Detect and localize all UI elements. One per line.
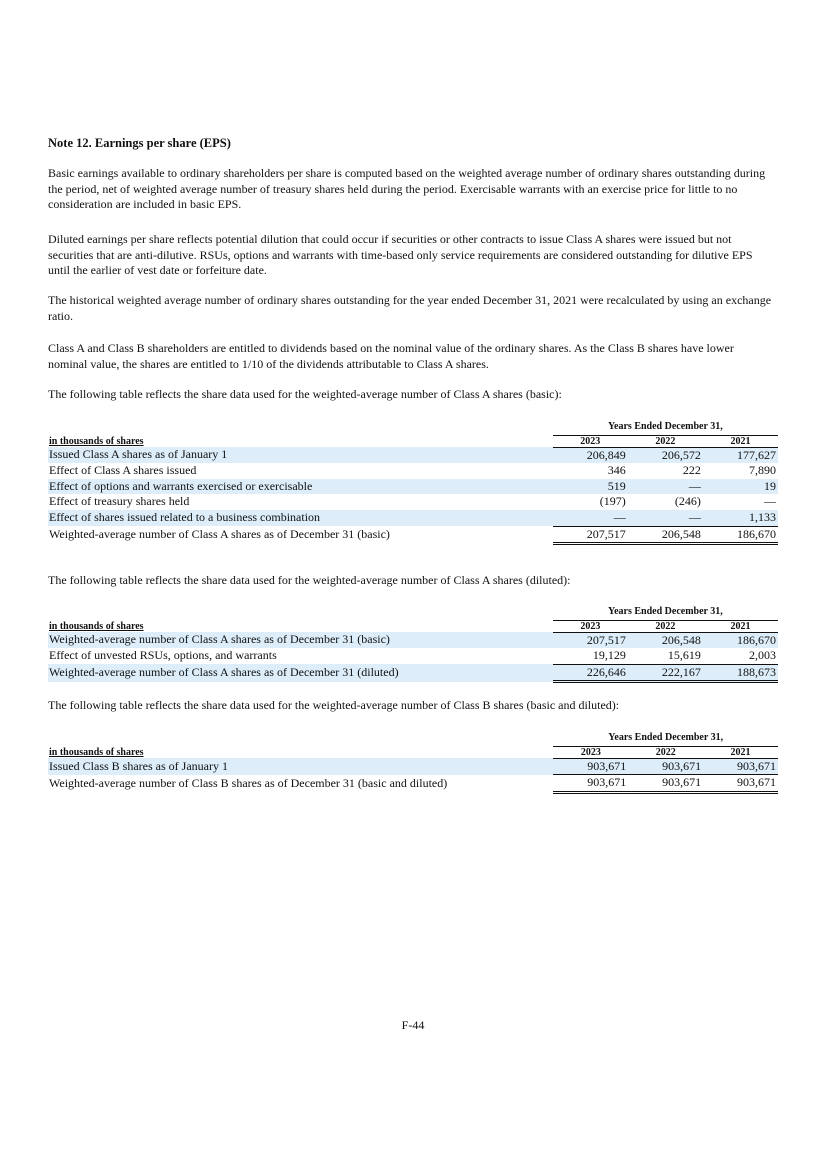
table-row: Issued Class A shares as of January 1 206,849 206,572 177,627 (49, 447, 776, 462)
paragraph-diluted-eps: Diluted earnings per share reflects potential dilution that could occur if securities or other contracts to issue Class A shares were issued but not securities that are anti-dilutive. RSUs, options and warrants with time-based only service requirements are considered outstanding for dilutive EPS until the earlier of vest date or forfeiture date. (48, 232, 753, 278)
table-row: Effect of treasury shares held (197) (246) — (49, 494, 776, 509)
table-row: Effect of unvested RSUs, options, and warrants 19,129 15,619 2,003 (49, 648, 776, 663)
paragraph-basic-eps: Basic earnings available to ordinary shareholders per share is computed based on the weighted average number of ordinary shares outstanding during the period, net of weighted average number of treasury shares held during the period. Exercisable warrants with an exercise price for little to no consideration are included in basic EPS. (48, 166, 766, 212)
year-header: 2023 (553, 435, 628, 447)
table-row-total: Weighted-average number of Class B shares as of December 31 (basic and diluted) 903,671 903,671 903,671 (48, 775, 778, 793)
paragraph-dividends: Class A and Class B shareholders are entitled to dividends based on the nominal value of the ordinary shares. As the Class B shares have lower nominal value, the shares are entitled to 1/10 of the dividends attributable to Class A shares. (48, 341, 734, 371)
paragraph-table-basic-intro: The following table reflects the share data used for the weighted-average number of Class A shares (basic): (48, 387, 562, 401)
table-row-total: Weighted-average number of Class A shares as of December 31 (basic) 207,517 206,548 186,670 (48, 526, 778, 544)
year-header: 2022 (628, 620, 703, 632)
year-header: 2023 (553, 746, 628, 758)
table-units-label: in thousands of shares (49, 620, 144, 632)
table-units-label: in thousands of shares (49, 435, 144, 447)
year-header: 2021 (703, 435, 778, 447)
note-title: Note 12. Earnings per share (EPS) (48, 136, 231, 150)
page-number: F-44 (401, 1018, 425, 1032)
paragraph-table-diluted-intro: The following table reflects the share data used for the weighted-average number of Class A shares (diluted): (48, 573, 571, 587)
table-row-total: Weighted-average number of Class A shares as of December 31 (diluted) 226,646 222,167 188,673 (48, 664, 778, 682)
year-header: 2021 (703, 620, 778, 632)
year-header: 2021 (703, 746, 778, 758)
table-row: Issued Class B shares as of January 1 903,671 903,671 903,671 (48, 758, 778, 775)
table-row: Weighted-average number of Class A shares as of December 31 (basic) 207,517 206,548 186,670 (49, 632, 776, 647)
table-class-a-basic (48, 419, 778, 545)
year-header: 2023 (553, 620, 628, 632)
table-row: Effect of Class A shares issued 346 222 7,890 (49, 463, 776, 478)
paragraph-exchange-ratio: The historical weighted average number of ordinary shares outstanding for the year ended December 31, 2021 were recalculated by using an exchange ratio. (48, 293, 772, 323)
paragraph-table-classb-intro: The following table reflects the share data used for the weighted-average number of Class B shares (basic and diluted): (48, 698, 620, 712)
table-row: Effect of options and warrants exercised or exercisable 519 — 19 (49, 478, 776, 493)
table-row: Effect of shares issued related to a business combination — — 1,133 (49, 509, 776, 525)
year-header: 2022 (628, 746, 703, 758)
table-class-a-diluted (48, 604, 778, 683)
table-years-header: Years Ended December 31, (553, 604, 778, 620)
table-years-header: Years Ended December 31, (553, 730, 778, 746)
year-header: 2022 (628, 435, 703, 447)
table-units-label: in thousands of shares (49, 746, 144, 758)
table-class-b (48, 730, 778, 794)
table-years-header: Years Ended December 31, (553, 419, 778, 435)
